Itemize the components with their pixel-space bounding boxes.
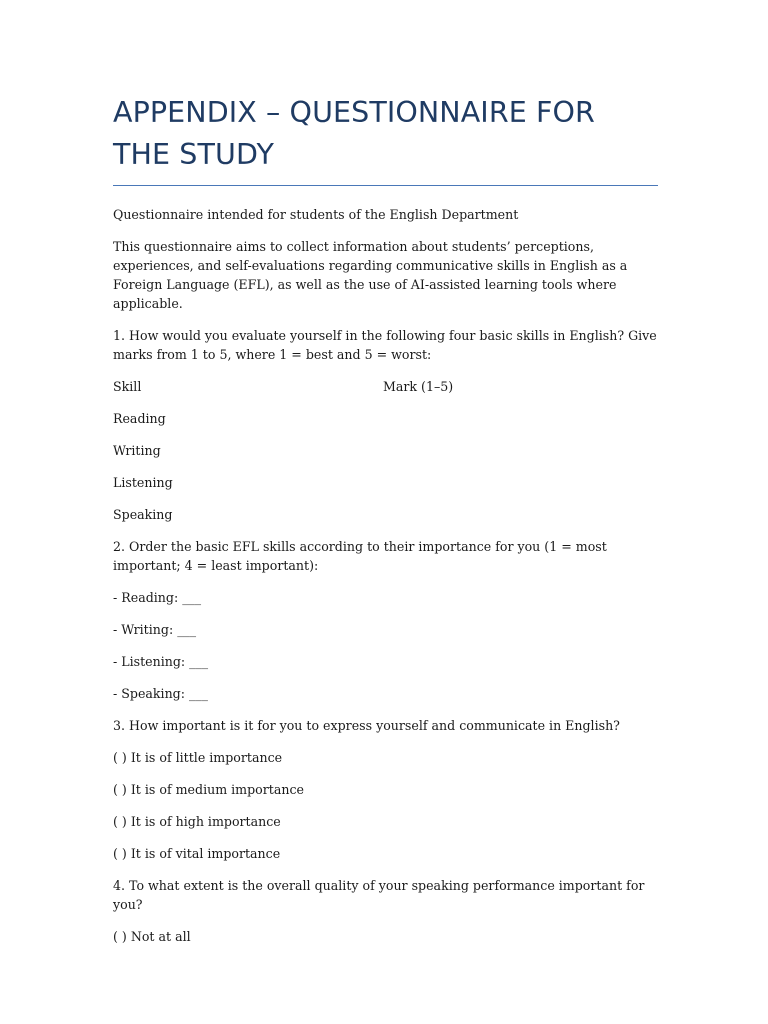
skill-row-speaking: Speaking [113, 507, 173, 522]
option-vital-importance: ( ) It is of vital importance [113, 846, 281, 861]
option-high-importance: ( ) It is of high importance [113, 814, 281, 829]
question-2: 2. Order the basic EFL skills according to their importance for you (1 = most important; 4 = least important): [113, 539, 607, 573]
option-not-at-all: ( ) Not at all [113, 929, 191, 944]
document-title: APPENDIX – QUESTIONNAIRE FOR THE STUDY [113, 92, 658, 186]
ranking-item-reading: - Reading: ___ [113, 590, 202, 605]
ranking-item-speaking: - Speaking: ___ [113, 686, 208, 701]
document-page [113, 92, 658, 946]
skill-table-header [113, 377, 658, 396]
ranking-item-writing: - Writing: ___ [113, 622, 197, 637]
question-3: 3. How important is it for you to express yourself and communicate in English? [113, 718, 620, 733]
question-1: 1. How would you evaluate yourself in the following four basic skills in English? Give marks from 1 to 5, where 1 = best and 5 = worst: [113, 328, 657, 362]
skill-row-reading: Reading [113, 411, 166, 426]
ranking-item-listening: - Listening: ___ [113, 654, 209, 669]
intro-text: Questionnaire intended for students of the English Department [113, 207, 519, 222]
skill-column-header: Skill [113, 379, 142, 394]
question-4: 4. To what extent is the overall quality of your speaking performance important for you? [113, 878, 645, 912]
option-medium-importance: ( ) It is of medium importance [113, 782, 304, 797]
option-little-importance: ( ) It is of little importance [113, 750, 283, 765]
mark-column-header: Mark (1–5) [383, 379, 454, 394]
skill-row-listening: Listening [113, 475, 173, 490]
skill-row-writing: Writing [113, 443, 161, 458]
purpose-text: This questionnaire aims to collect information about students’ perceptions, experiences, and self-evaluations regarding communicative skills in English as a Foreign Language (EFL), as well as the use of AI-assisted learning tools where applicable. [113, 239, 628, 311]
